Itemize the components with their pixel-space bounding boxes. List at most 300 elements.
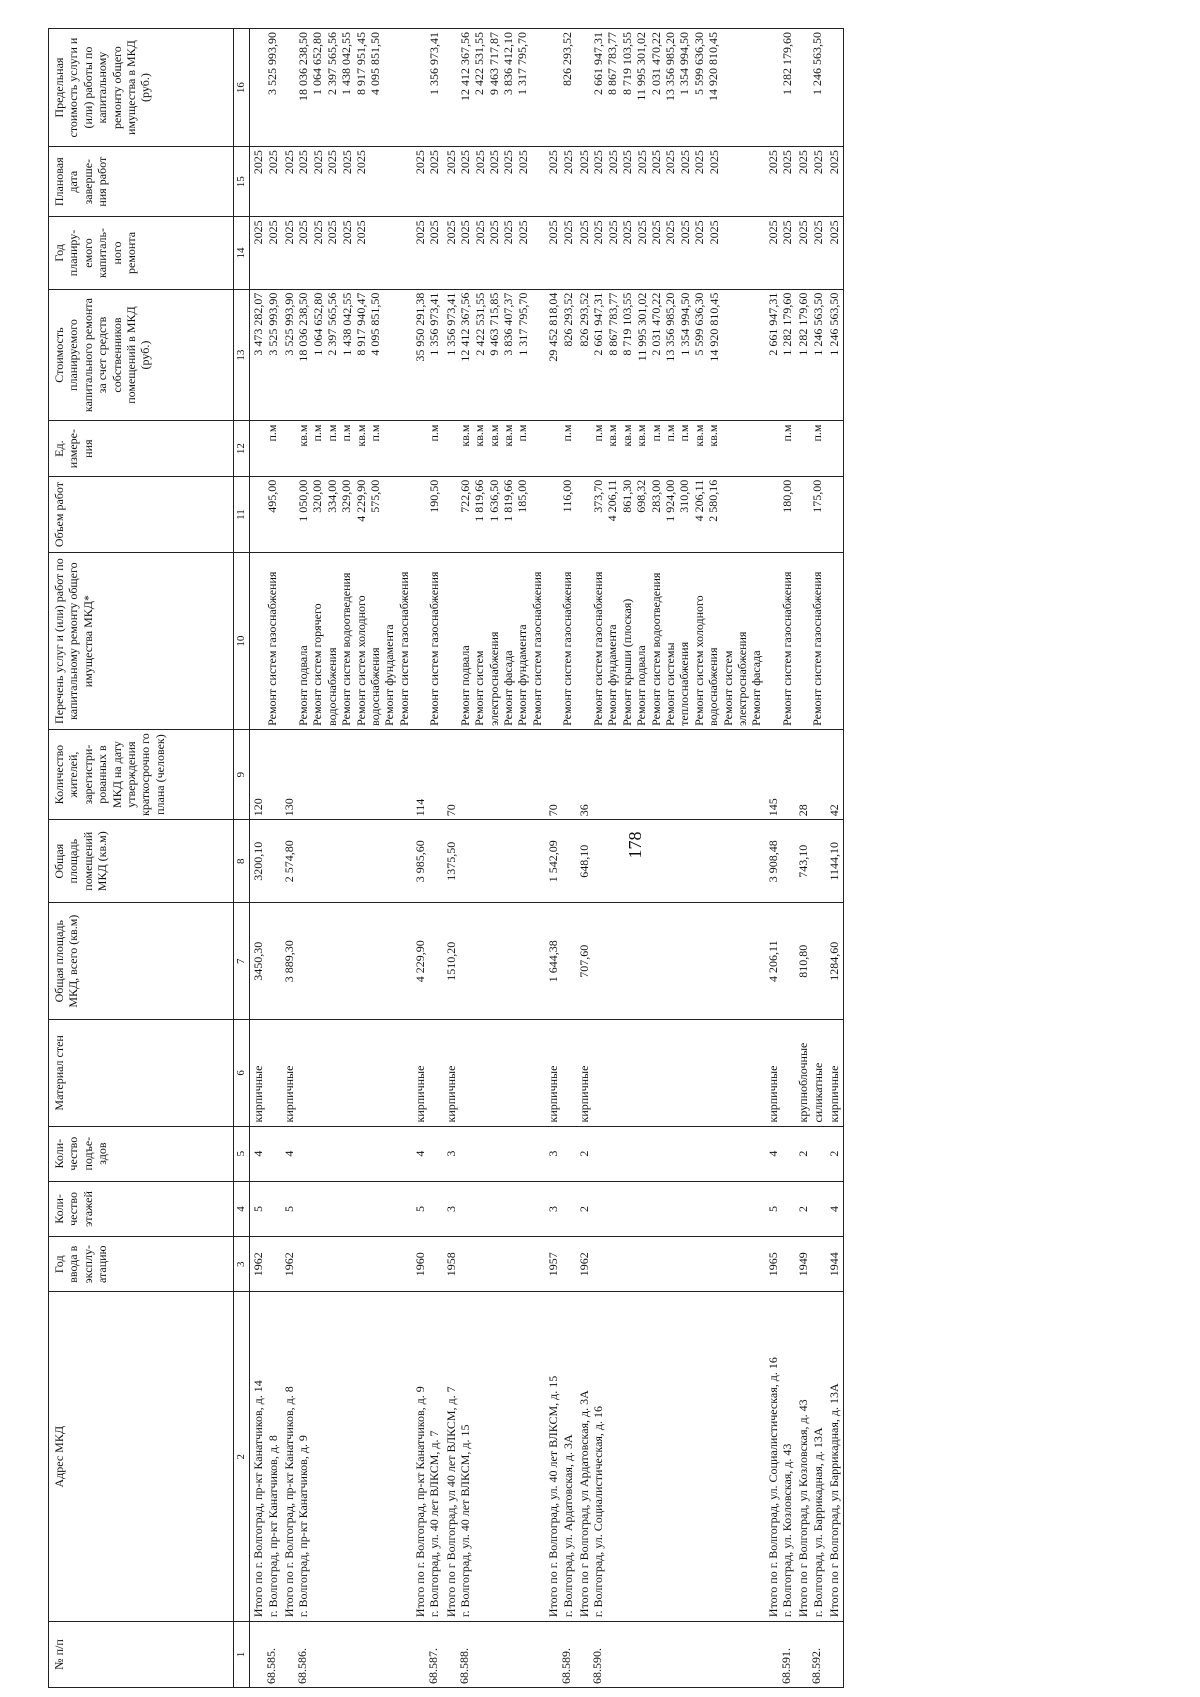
spacer [796, 424, 810, 472]
area-premises-cell [795, 820, 826, 903]
row-num-cell [545, 1622, 576, 1688]
header-year: Год ввода в эксплу-атацию [49, 1237, 234, 1292]
column-number: 5 [234, 1126, 250, 1181]
limit-value: 3 836 412,10 [501, 32, 516, 95]
area-premises-cell [412, 820, 443, 903]
cost-value: 1 438 042,55 [339, 292, 354, 356]
work-item: Ремонт систем газоснабжения [560, 571, 575, 726]
volume-value: 698,32 [634, 479, 649, 513]
limit-value: 14 920 810,45 [706, 32, 721, 101]
cost-cell [443, 289, 545, 421]
cost-value: 2 422 531,55 [472, 292, 487, 356]
floors-cell [545, 1181, 576, 1236]
area-premises: 1375,50 [443, 841, 458, 881]
year: 1944 [827, 1252, 842, 1277]
volume-cell [443, 476, 545, 553]
unit-value: п.м [265, 424, 280, 442]
limit-value: 4 095 851,50 [367, 32, 382, 95]
cost-value: 1 282 179,60 [796, 292, 811, 356]
plan-date-value: 2025 [251, 150, 266, 175]
address-cell [545, 1292, 576, 1622]
limit-value: 1 064 652,80 [310, 32, 325, 95]
plan-year-value: 2025 [296, 220, 311, 245]
work-item: Ремонт подвала [634, 645, 649, 726]
floors-cell [765, 1181, 796, 1236]
plan-year-value: 2025 [692, 220, 707, 245]
entrances: 4 [765, 1150, 780, 1157]
area-total: 4 229,90 [413, 940, 428, 983]
area-total-cell [412, 903, 443, 1020]
volume-cell [765, 476, 796, 553]
residents: 145 [765, 798, 780, 817]
plan-year-value: 2025 [810, 220, 825, 245]
unit-value: кв.м [457, 424, 472, 447]
area-total: 1284,60 [827, 941, 842, 981]
unit-value: кв.м [605, 424, 620, 447]
limit-cell [765, 29, 796, 147]
limit-value: 8 867 783,77 [605, 32, 620, 95]
work-item: Ремонт систем газоснабжения [810, 571, 825, 726]
floors-cell [795, 1181, 826, 1236]
material-cell [795, 1020, 826, 1126]
area-total: 1510,20 [443, 941, 458, 981]
plan-year-value: 2025 [577, 220, 591, 245]
plan-date-cell [765, 147, 796, 217]
plan-date-value-cell [826, 147, 843, 217]
plan-year-value: 2025 [765, 220, 780, 245]
residents-cell [250, 729, 281, 819]
volume-value: 4 206,11 [605, 479, 620, 522]
unit-value: п.м [591, 424, 605, 442]
residents: 70 [546, 804, 561, 817]
material: кирпичные [281, 1065, 296, 1123]
address-cell [250, 1292, 281, 1622]
residents: 120 [251, 798, 266, 817]
residents-cell [281, 729, 412, 819]
plan-date-value: 2025 [458, 150, 473, 175]
year: 1957 [546, 1252, 561, 1277]
header-limit: Предельная стоимость услуги и (или) работы по капитальному ремонту общего имущества в МКД (руб.) [49, 29, 234, 147]
area-total: 3450,30 [251, 941, 266, 981]
spacer [546, 480, 560, 550]
spacer [577, 424, 591, 472]
spacer [796, 556, 810, 726]
spacer [282, 480, 296, 550]
volume-cell [281, 476, 412, 553]
spacer [766, 556, 780, 726]
address-total: Итого по г. Волгоград, пр-кт Канатчиков, д. 9 [413, 1386, 428, 1618]
cost-value: 1 282 179,60 [780, 292, 795, 356]
cost-value: 3 836 407,37 [501, 292, 516, 356]
spacer [251, 32, 265, 143]
works-cell [281, 553, 412, 730]
unit-cell [576, 421, 765, 476]
plan-year-value: 2025 [339, 220, 354, 245]
volume-value: 575,00 [367, 479, 382, 513]
work-item: Ремонт систем газоснабжения [265, 571, 280, 726]
address-total: Итого по г. Волгоград, пр-кт Канатчиков, д. 8 [281, 1386, 296, 1618]
plan-date-value: 2025 [706, 150, 721, 175]
material: кирпичные [827, 1065, 842, 1123]
spacer [766, 32, 780, 143]
floors: 5 [281, 1205, 296, 1212]
plan-year-value: 2025 [310, 220, 325, 245]
plan-date-value: 2025 [339, 150, 354, 175]
plan-year-cell [412, 217, 443, 289]
volume-value: 861,30 [619, 479, 634, 513]
work-item: Ремонт систем холодного водоснабжения [353, 595, 382, 726]
cost-value: 1 317 795,70 [515, 292, 530, 356]
area-premises-cell [826, 820, 843, 903]
unit-cell [795, 421, 826, 476]
cost-value: 2 661 947,31 [591, 292, 606, 356]
plan-date-value: 2025 [413, 150, 428, 175]
work-item: Ремонт систем газоснабжения [591, 571, 605, 726]
material: кирпичные [413, 1065, 428, 1123]
cost-value: 8 917 940,47 [353, 292, 368, 356]
column-number: 14 [234, 217, 250, 289]
cost-value: 13 356 985,20 [663, 292, 678, 362]
row-num-cell [412, 1622, 443, 1688]
table-row [412, 29, 443, 1688]
volume-value: 4 206,11 [691, 479, 706, 522]
area-total-cell [576, 903, 765, 1020]
header-unit: Ед. измере-ния [49, 421, 234, 476]
area-premises: 1 542,09 [546, 840, 561, 883]
column-number: 4 [234, 1181, 250, 1236]
plan-year-value: 2025 [501, 220, 516, 245]
column-number: 2 [234, 1292, 250, 1622]
plan-date-value: 2025 [591, 150, 606, 175]
plan-year-value: 2025 [515, 220, 530, 245]
plan-date-value: 2025 [296, 150, 311, 175]
spacer [796, 480, 810, 550]
table-header [49, 29, 250, 1688]
plan-date-cell [545, 147, 576, 217]
plan-year-cell [250, 217, 281, 289]
header-area-total: Общая площадь МКД, всего (кв.м) [49, 903, 234, 1020]
column-number: 9 [234, 729, 250, 819]
cost-value: 2 397 565,56 [325, 292, 340, 356]
plan-year-value: 2025 [648, 220, 663, 245]
plan-year-cell [765, 217, 796, 289]
residents-cell [443, 729, 545, 819]
cost-value: 4 095 851,50 [368, 292, 383, 356]
limit-cell [795, 29, 826, 147]
entrances: 2 [827, 1150, 842, 1157]
volume-value: 175,00 [810, 479, 825, 513]
year: 1962 [251, 1252, 266, 1277]
column-number: 11 [234, 476, 250, 553]
cost-value: 8 867 783,77 [605, 292, 620, 356]
material-cell [826, 1020, 843, 1126]
limit-value: 826 293,52 [560, 32, 575, 86]
column-number: 1 [234, 1622, 250, 1688]
plan-year-value: 2025 [827, 220, 842, 245]
limit-value: 1 438 042,55 [339, 32, 354, 95]
cost-value: 1 356 973,41 [427, 292, 442, 356]
unit-value: кв.м [619, 424, 634, 447]
plan-year-value: 2025 [591, 220, 606, 245]
volume-value: 1 924,00 [662, 479, 677, 522]
address-cell [443, 1292, 545, 1622]
limit-cell [250, 29, 281, 147]
empty-cell [826, 553, 843, 730]
address-cell [281, 1292, 412, 1622]
address-cell [576, 1292, 765, 1622]
row-number: 68.589. [559, 1648, 574, 1684]
work-item: Ремонт фасада [501, 650, 516, 726]
unit-cell [443, 421, 545, 476]
cost-cell [576, 289, 765, 421]
floors: 5 [251, 1205, 266, 1212]
plan-date-cell [412, 147, 443, 217]
material-cell [576, 1020, 765, 1126]
limit-value: 2 661 947,31 [591, 32, 605, 95]
volume-cell [795, 476, 826, 553]
plan-year-cell [545, 217, 576, 289]
residents: 70 [443, 804, 458, 817]
plan-date-value: 2025 [692, 150, 707, 175]
row-num-cell [576, 1622, 765, 1688]
material-cell [412, 1020, 443, 1126]
entrances: 3 [546, 1150, 561, 1157]
plan-year-value: 2025 [560, 220, 575, 245]
unit-value: кв.м [472, 424, 487, 447]
empty-cell [826, 476, 843, 553]
unit-value: п.м [648, 424, 663, 442]
unit-value: п.м [662, 424, 677, 442]
residents-cell [765, 729, 796, 819]
residents-cell [795, 729, 826, 819]
address-total: Итого по г Волгоград, ул 40 лет ВЛКСМ, д. 7 [443, 1386, 458, 1618]
work-item: Ремонт подвала [295, 645, 310, 726]
entrances: 2 [577, 1150, 591, 1157]
limit-value: 2 422 531,55 [472, 32, 487, 95]
entrances: 4 [251, 1150, 266, 1157]
residents: 36 [577, 804, 591, 817]
volume-value: 334,00 [324, 479, 339, 513]
plan-year-value: 2025 [677, 220, 692, 245]
plan-year-value: 2025 [265, 220, 280, 245]
column-number: 6 [234, 1020, 250, 1126]
plan-date-value: 2025 [353, 150, 368, 175]
header-plan-date: Плановая дата заверше-ния работ [49, 147, 234, 217]
plan-date-value: 2025 [501, 150, 516, 175]
area-premises: 3 908,48 [765, 840, 780, 883]
cost-value: 14 920 810,45 [706, 292, 721, 362]
spacer [546, 556, 560, 726]
spacer [444, 480, 458, 550]
work-item: Ремонт систем электроснабжения [472, 631, 501, 726]
address: г. Волгоград, пр-кт Канатчиков, д. 8 [265, 1435, 280, 1618]
floors: 4 [827, 1205, 842, 1212]
year-cell [826, 1237, 843, 1292]
empty-cell [826, 1622, 843, 1688]
address: г. Волгоград, пр-кт Канатчиков, д. 9 [296, 1435, 311, 1618]
volume-cell [412, 476, 443, 553]
year-cell [412, 1237, 443, 1292]
cost-value: 35 950 291,38 [413, 292, 428, 362]
table-body [250, 29, 843, 1688]
row-num-cell [443, 1622, 545, 1688]
cost-cell [250, 289, 281, 421]
column-number: 7 [234, 903, 250, 1020]
column-number: 13 [234, 289, 250, 421]
floors-cell [443, 1181, 545, 1236]
spacer [413, 32, 427, 143]
address: г. Волгоград, ул. Ардатовская, д. 3А [560, 1434, 575, 1618]
plan-year-value: 2025 [620, 220, 635, 245]
cost-value: 2 661 947,31 [765, 292, 780, 356]
cost-value: 11 995 301,02 [634, 292, 649, 362]
plan-date-value: 2025 [281, 150, 296, 175]
unit-value: кв.м [501, 424, 516, 447]
spacer [546, 424, 560, 472]
cost-value: 3 525 993,90 [265, 292, 280, 356]
table-row [443, 29, 545, 1688]
spacer [796, 32, 810, 143]
plan-date-value: 2025 [546, 150, 561, 175]
spacer [546, 32, 560, 143]
cost-value: 8 719 103,55 [620, 292, 635, 356]
plan-year-value: 2025 [472, 220, 487, 245]
row-number: 68.592. [809, 1648, 824, 1684]
year: 1949 [796, 1252, 811, 1277]
material: кирпичные [765, 1065, 780, 1123]
year-cell [765, 1237, 796, 1292]
unit-value: п.м [427, 424, 442, 442]
cost-value: 1 354 994,50 [677, 292, 692, 356]
area-premises: 648,10 [577, 844, 591, 878]
plan-year-value: 2025 [353, 220, 368, 245]
limit-value: 13 356 985,20 [662, 32, 677, 101]
entrances-cell [545, 1126, 576, 1181]
empty-cell [826, 421, 843, 476]
floors-cell [250, 1181, 281, 1236]
limit-value: 2 031 470,22 [648, 32, 663, 95]
limit-value: 3 525 993,90 [265, 32, 280, 95]
volume-value: 373,70 [591, 479, 605, 513]
plan-year-value: 2025 [780, 220, 795, 245]
unit-value: п.м [677, 424, 692, 442]
spacer [577, 32, 591, 143]
plan-date-cell [443, 147, 545, 217]
entrances: 4 [413, 1150, 428, 1157]
limit-cell [545, 29, 576, 147]
year-cell [250, 1237, 281, 1292]
address-total: Итого по г Волгоград, ул Баррикадная, д. 13А [827, 1383, 842, 1618]
unit-value: кв.м [706, 424, 721, 447]
plan-date-value: 2025 [560, 150, 575, 175]
spacer [444, 424, 458, 472]
spacer [577, 556, 591, 726]
cost-value: 1 246 563,50 [810, 292, 825, 356]
entrances-cell [576, 1126, 765, 1181]
plan-year-value: 2025 [706, 220, 721, 245]
unit-value: п.м [339, 424, 354, 442]
spacer [444, 32, 458, 143]
volume-cell [250, 476, 281, 553]
area-total-cell [826, 903, 843, 1020]
plan-date-value: 2025 [663, 150, 678, 175]
row-number: 68.586. [294, 1648, 309, 1684]
spacer [577, 480, 591, 550]
spacer [251, 480, 265, 550]
plan-year-cell [281, 217, 412, 289]
plan-date-value: 2025 [325, 150, 340, 175]
residents-cell [576, 729, 765, 819]
plan-date-value: 2025 [515, 150, 530, 175]
work-item: Ремонт систем газоснабжения [529, 571, 544, 726]
material-cell [250, 1020, 281, 1126]
plan-date-value: 2025 [577, 150, 591, 175]
material-cell [765, 1020, 796, 1126]
final-total-row [826, 29, 843, 1688]
capital-repair-table [48, 28, 844, 1688]
spacer [444, 556, 458, 726]
work-item: Ремонт систем холодного водоснабжения [691, 595, 721, 726]
volume-value: 495,00 [265, 479, 280, 513]
volume-value: 4 229,90 [353, 479, 368, 522]
plan-date-value: 2025 [648, 150, 663, 175]
plan-date-value: 2025 [677, 150, 692, 175]
limit-value: 1 282 179,60 [779, 32, 794, 95]
limit-value: 12 412 367,56 [457, 32, 472, 101]
limit-value: 1 317 795,70 [515, 32, 530, 95]
plan-year-value: 2025 [796, 220, 811, 245]
limit-value: 1 246 563,50 [810, 32, 825, 95]
unit-value: п.м [810, 424, 825, 442]
header-area-premises: Общая площадь помещений МКД (кв.м) [49, 820, 234, 903]
entrances-cell [443, 1126, 545, 1181]
floors: 3 [443, 1205, 458, 1212]
header-cost: Стоимость планируемого капитального ремонта за счет средств собственников помещений в МКД (руб.) [49, 289, 234, 421]
volume-value: 310,00 [677, 479, 692, 513]
unit-value: п.м [367, 424, 382, 442]
material: кирпичные [577, 1065, 591, 1123]
unit-cell [765, 421, 796, 476]
cost-cell [412, 289, 443, 421]
entrances: 4 [281, 1150, 296, 1157]
unit-value: п.м [515, 424, 530, 442]
volume-value: 1 050,00 [295, 479, 310, 522]
limit-value: 18 036 238,50 [295, 32, 310, 101]
year: 1965 [765, 1252, 780, 1277]
area-premises-cell [250, 820, 281, 903]
area-total: 810,80 [796, 944, 811, 978]
limit-value: 1 354 994,50 [677, 32, 692, 95]
work-item: Ремонт систем газоснабжения [779, 571, 794, 726]
area-total: 1 644,38 [546, 940, 561, 983]
residents-cell [545, 729, 576, 819]
floors: 3 [546, 1205, 561, 1212]
plan-date-value: 2025 [310, 150, 325, 175]
address: г. Волгоград, ул. Социалистическая, д. 16 [591, 1405, 606, 1618]
limit-cell [412, 29, 443, 147]
works-cell [443, 553, 545, 730]
row-num-cell [281, 1622, 412, 1688]
floors-cell [576, 1181, 765, 1236]
year-cell [281, 1237, 412, 1292]
entrances-cell [826, 1126, 843, 1181]
header-volume: Объем работ [49, 476, 234, 553]
header-residents: Количество жителей, зарегистри-рованных в МКД на дату утверждения краткосрочно го плана (человек) [49, 729, 234, 819]
row-number: 68.585. [264, 1648, 279, 1684]
residents: 114 [413, 798, 428, 817]
plan-year-cell [576, 217, 765, 289]
limit-cell [443, 29, 545, 147]
